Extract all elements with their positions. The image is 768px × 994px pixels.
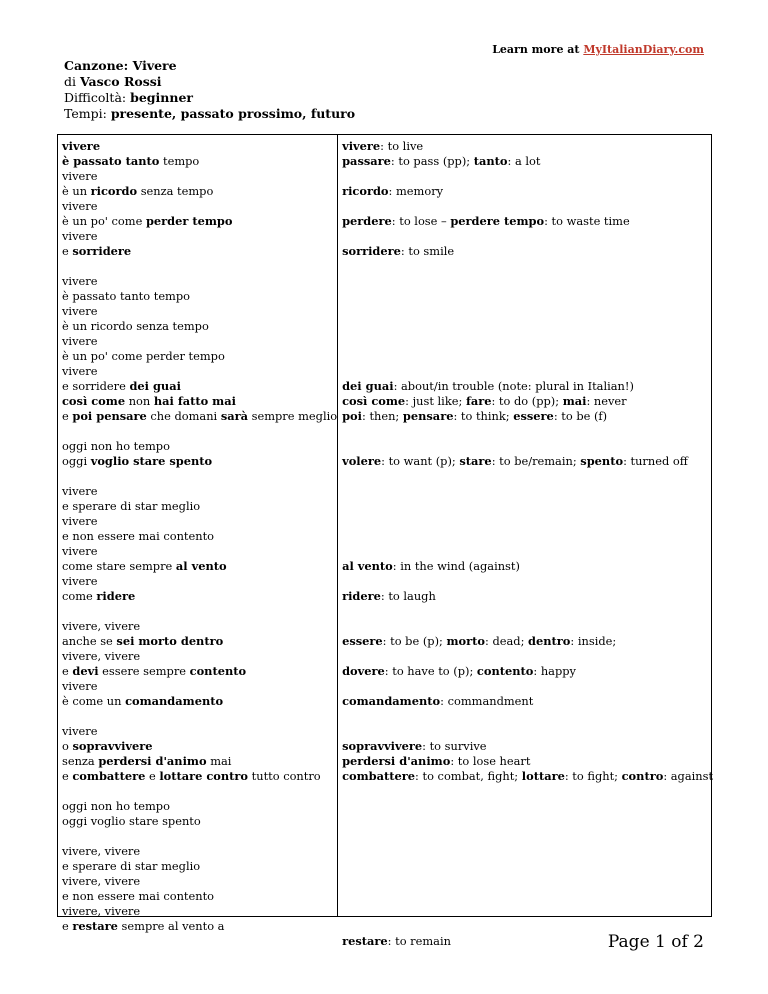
text-segment: e — [62, 919, 73, 933]
text-segment: vivere — [62, 304, 98, 318]
highlighted-word: lottare contro — [159, 769, 249, 783]
highlighted-word: ridere — [342, 589, 381, 603]
glossary-line — [342, 754, 713, 769]
highlighted-word: comandamento — [125, 694, 224, 708]
glossary-line — [342, 739, 713, 754]
text-segment: : to laugh — [380, 589, 436, 603]
lyric-line — [62, 364, 337, 379]
text-segment: : to be/remain; — [491, 454, 581, 468]
text-segment: oggi — [62, 454, 91, 468]
lyric-line — [62, 289, 337, 304]
text-segment: è un — [62, 184, 91, 198]
highlighted-word: voglio stare spento — [90, 454, 213, 468]
lyric-line — [62, 484, 337, 499]
blank-line — [342, 319, 713, 334]
highlighted-word: restare — [72, 919, 118, 933]
difficulty-label: Difficoltà: — [64, 90, 131, 105]
highlighted-word: contento — [476, 664, 534, 678]
highlighted-word: hai fatto mai — [153, 394, 236, 408]
blank-line — [342, 289, 713, 304]
highlighted-word: passare — [342, 154, 391, 168]
text-segment: e sperare di star meglio — [62, 859, 201, 873]
lyric-line — [62, 394, 337, 409]
text-segment: : dead; — [485, 634, 529, 648]
highlighted-word: restare — [342, 934, 388, 948]
blank-line — [342, 484, 713, 499]
highlighted-word: spento — [580, 454, 624, 468]
blank-line — [342, 889, 713, 904]
highlighted-word: combattere — [72, 769, 146, 783]
blank-line — [62, 784, 337, 799]
highlighted-word: sorridere — [72, 244, 132, 258]
highlighted-word: sarà — [220, 409, 248, 423]
highlighted-word: stare — [459, 454, 492, 468]
text-segment: che domani — [146, 409, 221, 423]
text-segment: e non essere mai contento — [62, 529, 215, 543]
text-segment: vivere — [62, 274, 98, 288]
text-segment: : to fight; — [564, 769, 622, 783]
lyric-line — [62, 169, 337, 184]
glossary-line — [342, 154, 713, 169]
text-segment: vivere — [62, 484, 98, 498]
glossary-line — [342, 244, 713, 259]
highlighted-word: poi pensare — [72, 409, 147, 423]
artist-name: Vasco Rossi — [79, 74, 162, 89]
lyric-line — [62, 574, 337, 589]
lyric-line — [62, 139, 337, 154]
lyric-line — [62, 304, 337, 319]
text-segment: anche se — [62, 634, 117, 648]
text-segment: : turned off — [623, 454, 688, 468]
lyric-line — [62, 814, 337, 829]
text-segment: : to live — [380, 139, 424, 153]
text-segment: : to pass (pp); — [390, 154, 474, 168]
lyric-line — [62, 244, 337, 259]
text-segment: oggi voglio stare spento — [62, 814, 201, 828]
text-segment: vivere — [62, 199, 98, 213]
text-segment: vivere — [62, 169, 98, 183]
text-segment: : to want (p); — [381, 454, 460, 468]
blank-line — [62, 604, 337, 619]
text-segment: vivere — [62, 544, 98, 558]
lyric-line — [62, 664, 337, 679]
text-segment: : about/in trouble (note: plural in Italian!) — [393, 379, 634, 393]
text-segment: vivere — [62, 679, 98, 693]
text-segment: : then; — [361, 409, 403, 423]
glossary-line — [342, 394, 713, 409]
text-segment: senza — [62, 754, 99, 768]
text-segment: : commandment — [440, 694, 534, 708]
text-segment: essere sempre — [98, 664, 190, 678]
highlighted-word: sorridere — [342, 244, 401, 258]
text-segment: come — [62, 589, 97, 603]
lyric-line — [62, 769, 337, 784]
highlighted-word: pensare — [402, 409, 454, 423]
highlighted-word: ricordo — [90, 184, 138, 198]
lyric-line — [62, 874, 337, 889]
text-segment: : just like; — [405, 394, 466, 408]
highlighted-word: al vento — [342, 559, 393, 573]
highlighted-word: vivere — [62, 139, 101, 153]
blank-line — [342, 904, 713, 919]
text-segment: è un ricordo senza tempo — [62, 319, 209, 333]
text-segment: e sorridere — [62, 379, 130, 393]
text-segment: non — [125, 394, 154, 408]
blank-line — [342, 439, 713, 454]
lyric-line — [62, 529, 337, 544]
blank-line — [62, 709, 337, 724]
text-segment: e sperare di star meglio — [62, 499, 201, 513]
blank-line — [62, 829, 337, 844]
highlighted-word: ricordo — [342, 184, 389, 198]
highlighted-word: volere — [342, 454, 382, 468]
lyrics-column — [58, 135, 338, 933]
lyric-line — [62, 919, 337, 934]
text-segment: : to lose – — [391, 214, 451, 228]
text-segment: e non essere mai contento — [62, 889, 215, 903]
header-prefix: Learn more at — [492, 43, 584, 56]
lyric-line — [62, 229, 337, 244]
highlighted-word: così come — [342, 394, 406, 408]
text-segment: è un po' come perder tempo — [62, 349, 225, 363]
blank-line — [342, 334, 713, 349]
text-segment: : to think; — [453, 409, 514, 423]
lyric-line — [62, 799, 337, 814]
text-segment: vivere, vivere — [62, 844, 141, 858]
difficulty-line — [64, 90, 355, 106]
lyric-line — [62, 199, 337, 214]
blank-line — [342, 604, 713, 619]
lyric-line — [62, 514, 337, 529]
lyric-line — [62, 319, 337, 334]
artist-label: di — [64, 74, 80, 89]
lyric-line — [62, 184, 337, 199]
text-segment: vivere, vivere — [62, 904, 141, 918]
lyric-line — [62, 859, 337, 874]
lyric-line — [62, 499, 337, 514]
lyric-line — [62, 739, 337, 754]
text-segment: : to have to (p); — [384, 664, 477, 678]
tenses-value: presente, passato prossimo, futuro — [110, 106, 356, 121]
text-segment: : to combat, fight; — [415, 769, 522, 783]
glossary-line — [342, 769, 713, 784]
highlighted-word: è passato tanto — [62, 154, 160, 168]
highlighted-word: vivere — [342, 139, 381, 153]
blank-line — [342, 844, 713, 859]
lyric-line — [62, 754, 337, 769]
blank-line — [342, 364, 713, 379]
glossary-line — [342, 409, 713, 424]
text-segment: : against — [663, 769, 714, 783]
blank-line — [342, 859, 713, 874]
tenses-label: Tempi: — [64, 106, 111, 121]
glossary-line — [342, 559, 713, 574]
highlighted-word: devi — [72, 664, 99, 678]
text-segment: vivere — [62, 229, 98, 243]
lyric-line — [62, 679, 337, 694]
lyric-line — [62, 154, 337, 169]
lyric-line — [62, 559, 337, 574]
text-segment: vivere, vivere — [62, 649, 141, 663]
highlighted-word: contento — [189, 664, 247, 678]
text-segment: : to be (f) — [553, 409, 608, 423]
text-segment: : to survive — [422, 739, 487, 753]
highlighted-word: dovere — [342, 664, 385, 678]
text-segment: : to remain — [387, 934, 451, 948]
text-segment: : to be (p); — [382, 634, 447, 648]
text-segment: e — [62, 664, 73, 678]
highlighted-word: sopravvivere — [342, 739, 423, 753]
text-segment: è un po' come — [62, 214, 146, 228]
lyric-line — [62, 439, 337, 454]
text-segment: : happy — [533, 664, 576, 678]
blank-line — [342, 724, 713, 739]
lyric-line — [62, 214, 337, 229]
lyric-line — [62, 409, 337, 424]
text-segment: : to smile — [400, 244, 455, 258]
site-link[interactable]: MyItalianDiary.com — [583, 43, 704, 56]
artist-line — [64, 74, 355, 90]
highlighted-word: lottare — [521, 769, 565, 783]
glossary-line — [342, 664, 713, 679]
text-segment: o — [62, 739, 73, 753]
lyric-line — [62, 349, 337, 364]
text-segment: è passato tanto tempo — [62, 289, 191, 303]
lyric-line — [62, 379, 337, 394]
highlighted-word: essere — [513, 409, 554, 423]
lyric-line — [62, 889, 337, 904]
text-segment: : a lot — [507, 154, 541, 168]
header-learn-more — [492, 43, 704, 56]
lyric-line — [62, 724, 337, 739]
lyric-line — [62, 694, 337, 709]
lyric-line — [62, 904, 337, 919]
highlighted-word: sei morto dentro — [116, 634, 224, 648]
blank-line — [62, 259, 337, 274]
blank-line — [342, 304, 713, 319]
glossary-line — [342, 139, 713, 154]
blank-line — [342, 814, 713, 829]
text-segment: vivere — [62, 334, 98, 348]
text-segment: vivere — [62, 364, 98, 378]
blank-line — [342, 514, 713, 529]
glossary-line — [342, 379, 713, 394]
glossary-line — [342, 184, 713, 199]
highlighted-word: perdersi d'animo — [342, 754, 451, 768]
tenses-line — [64, 106, 355, 122]
lyric-line — [62, 844, 337, 859]
highlighted-word: mai — [562, 394, 587, 408]
blank-line — [342, 424, 713, 439]
highlighted-word: comandamento — [342, 694, 441, 708]
blank-line — [342, 709, 713, 724]
blank-line — [342, 499, 713, 514]
glossary-line — [342, 634, 713, 649]
highlighted-word: al vento — [175, 559, 227, 573]
highlighted-word: contro — [621, 769, 664, 783]
song-meta — [64, 58, 355, 122]
text-segment: : to do (pp); — [491, 394, 563, 408]
highlighted-word: ridere — [96, 589, 136, 603]
highlighted-word: perder tempo — [145, 214, 233, 228]
text-segment: come stare sempre — [62, 559, 176, 573]
blank-line — [62, 424, 337, 439]
text-segment: vivere — [62, 724, 98, 738]
lyric-line — [62, 544, 337, 559]
blank-line — [342, 169, 713, 184]
text-segment: vivere, vivere — [62, 874, 141, 888]
blank-line — [342, 349, 713, 364]
highlighted-word: perdere tempo — [450, 214, 545, 228]
highlighted-word: perdere — [342, 214, 392, 228]
text-segment: vivere — [62, 574, 98, 588]
highlighted-word: fare — [465, 394, 492, 408]
glossary-line — [342, 454, 713, 469]
highlighted-word: tanto — [473, 154, 508, 168]
text-segment: oggi non ho tempo — [62, 799, 170, 813]
blank-line — [62, 469, 337, 484]
blank-line — [342, 199, 713, 214]
song-title: Vivere — [132, 58, 177, 73]
text-segment: : inside; — [570, 634, 617, 648]
text-segment: senza tempo — [137, 184, 214, 198]
text-segment: sempre al vento a — [117, 919, 225, 933]
blank-line — [342, 529, 713, 544]
text-segment: vivere — [62, 514, 98, 528]
text-segment: : memory — [388, 184, 444, 198]
highlighted-word: così come — [62, 394, 126, 408]
difficulty-value: beginner — [130, 90, 193, 105]
text-segment: e — [62, 769, 73, 783]
blank-line — [342, 574, 713, 589]
text-segment: vivere, vivere — [62, 619, 141, 633]
highlighted-word: poi — [342, 409, 362, 423]
blank-line — [342, 469, 713, 484]
highlighted-word: dentro — [528, 634, 571, 648]
lyric-line — [62, 454, 337, 469]
highlighted-word: morto — [446, 634, 485, 648]
highlighted-word: perdersi d'animo — [98, 754, 207, 768]
blank-line — [342, 544, 713, 559]
glossary-line — [342, 589, 713, 604]
text-segment: e — [62, 409, 73, 423]
text-segment: tempo — [159, 154, 200, 168]
glossary-line — [342, 694, 713, 709]
page-number: Page 1 of 2 — [607, 932, 704, 952]
blank-line — [342, 679, 713, 694]
text-segment: mai — [206, 754, 232, 768]
highlighted-word: dei guai — [342, 379, 394, 393]
lyric-line — [62, 274, 337, 289]
text-segment: tutto contro — [248, 769, 321, 783]
text-segment: : to waste time — [544, 214, 630, 228]
blank-line — [342, 649, 713, 664]
lyric-line — [62, 649, 337, 664]
text-segment: : to lose heart — [450, 754, 531, 768]
song-label: Canzone: — [64, 58, 133, 73]
text-segment: : in the wind (against) — [392, 559, 520, 573]
lyric-line — [62, 334, 337, 349]
lyric-line — [62, 619, 337, 634]
song-title-line — [64, 58, 355, 74]
blank-line — [342, 259, 713, 274]
text-segment: oggi non ho tempo — [62, 439, 170, 453]
blank-line — [342, 799, 713, 814]
highlighted-word: sopravvivere — [72, 739, 153, 753]
blank-line — [342, 874, 713, 889]
blank-line — [342, 619, 713, 634]
blank-line — [342, 229, 713, 244]
highlighted-word: essere — [342, 634, 383, 648]
blank-line — [342, 829, 713, 844]
text-segment: : never — [586, 394, 627, 408]
text-segment: e — [145, 769, 160, 783]
text-segment: sempre meglio — [248, 409, 338, 423]
lyric-line — [62, 634, 337, 649]
highlighted-word: dei guai — [129, 379, 181, 393]
lyric-line — [62, 589, 337, 604]
text-segment: è come un — [62, 694, 126, 708]
highlighted-word: combattere — [342, 769, 416, 783]
text-segment: e — [62, 244, 73, 258]
blank-line — [342, 274, 713, 289]
blank-line — [342, 784, 713, 799]
glossary-line — [342, 214, 713, 229]
